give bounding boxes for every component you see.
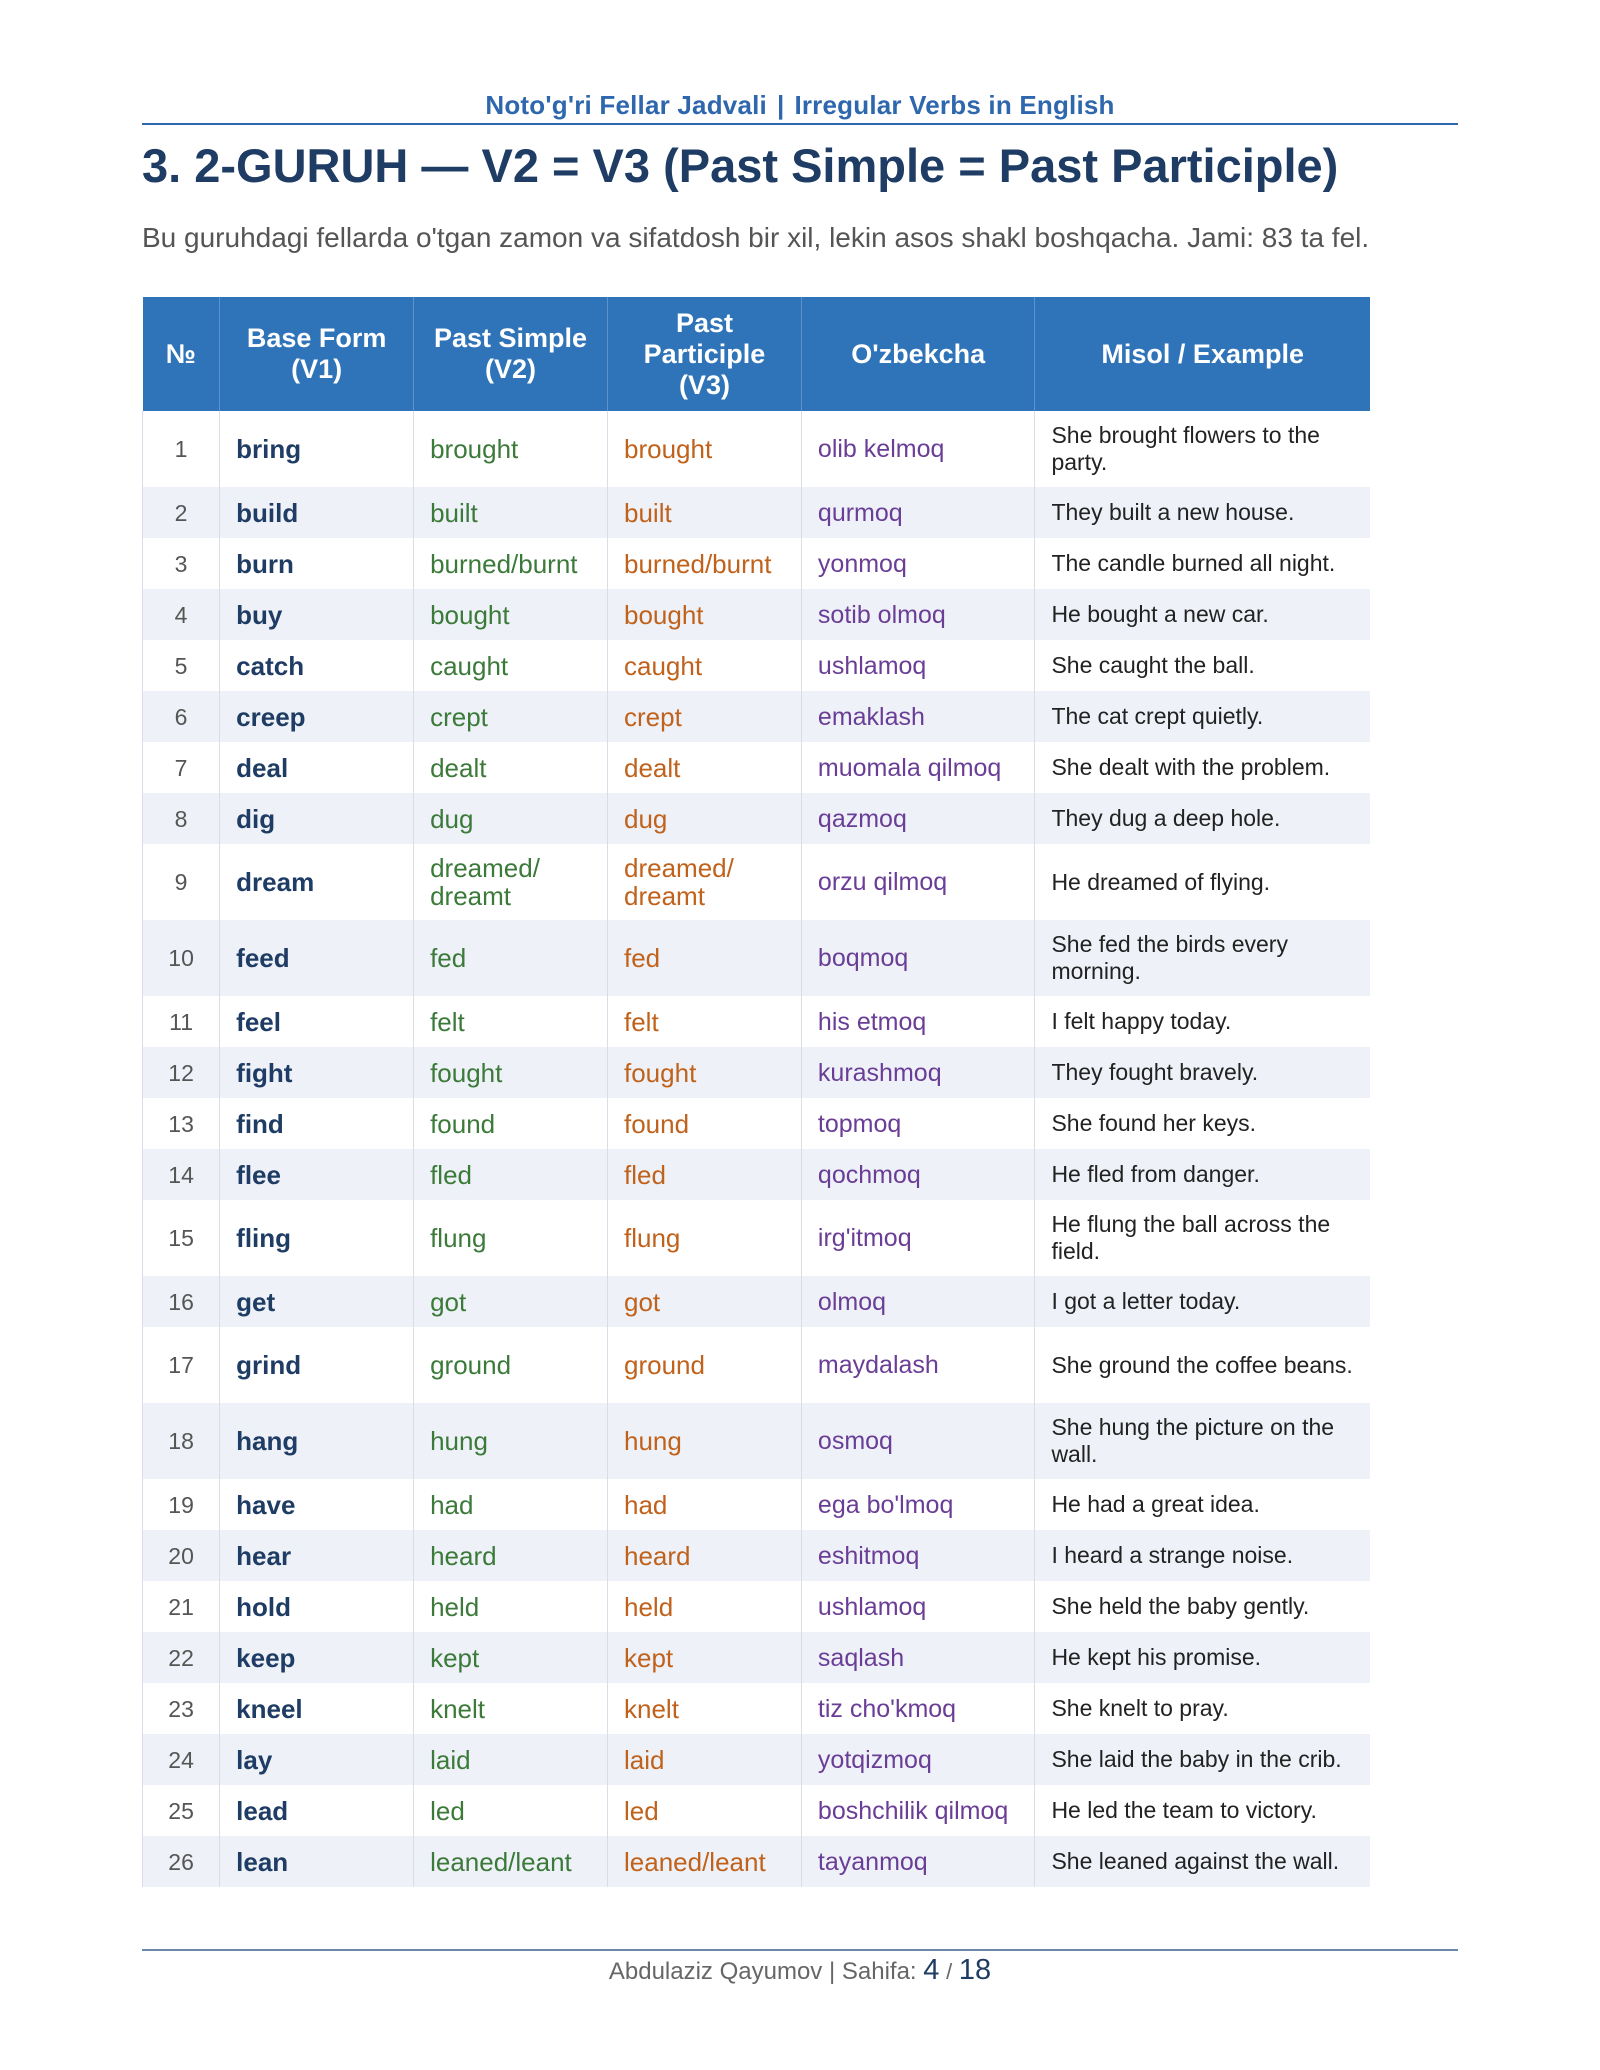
- verb-example-sentence: He led the team to victory.: [1035, 1785, 1370, 1836]
- verb-uzbek-translation: maydalash: [801, 1327, 1035, 1403]
- verb-uzbek-translation: qurmoq: [801, 487, 1035, 538]
- header-title-en: Irregular Verbs in English: [794, 90, 1115, 120]
- verb-past-simple: burned/burnt: [414, 538, 608, 589]
- verb-uzbek-translation: yonmoq: [801, 538, 1035, 589]
- verb-number: 22: [143, 1632, 220, 1683]
- verb-past-participle: got: [608, 1276, 802, 1327]
- verb-example-sentence: The candle burned all night.: [1035, 538, 1370, 589]
- verb-uzbek-translation: saqlash: [801, 1632, 1035, 1683]
- table-row: [143, 1734, 1371, 1785]
- irregular-verbs-table: [142, 297, 1370, 1887]
- column-header-base-form-code: (V1): [291, 354, 343, 384]
- verb-past-simple: bought: [414, 589, 608, 640]
- verb-past-participle: dreamed/ dreamt: [608, 844, 802, 920]
- verb-example-sentence: I felt happy today.: [1035, 996, 1370, 1047]
- table-row: [143, 1581, 1371, 1632]
- verb-uzbek-translation: boqmoq: [801, 920, 1035, 996]
- column-header-past-participle: [608, 297, 802, 411]
- verb-uzbek-translation: olmoq: [801, 1276, 1035, 1327]
- table-row: [143, 487, 1371, 538]
- verb-past-participle: built: [608, 487, 802, 538]
- verb-number: 9: [143, 844, 220, 920]
- verb-base-form: get: [220, 1276, 414, 1327]
- verb-past-simple: dealt: [414, 742, 608, 793]
- section-description: Bu guruhdagi fellarda o'tgan zamon va sifatdosh bir xil, lekin asos shakl boshqacha. Jami: 83 ta fel.: [142, 222, 1370, 253]
- verb-example-sentence: He bought a new car.: [1035, 589, 1370, 640]
- verb-example-sentence: He had a great idea.: [1035, 1479, 1370, 1530]
- verb-base-form: fight: [220, 1047, 414, 1098]
- verb-past-simple: heard: [414, 1530, 608, 1581]
- verb-past-simple: ground: [414, 1327, 608, 1403]
- verb-past-participle: dealt: [608, 742, 802, 793]
- column-header-past-participle-code: (V3): [678, 369, 730, 400]
- verb-past-participle: leaned/leant: [608, 1836, 802, 1887]
- verb-past-participle: heard: [608, 1530, 802, 1581]
- verb-past-participle: fought: [608, 1047, 802, 1098]
- verb-base-form: buy: [220, 589, 414, 640]
- page-header: [142, 90, 1458, 121]
- verb-example-sentence: He dreamed of flying.: [1035, 844, 1370, 920]
- verb-past-simple: hung: [414, 1403, 608, 1479]
- verb-past-participle: had: [608, 1479, 802, 1530]
- verb-example-sentence: She dealt with the problem.: [1035, 742, 1370, 793]
- verb-number: 12: [143, 1047, 220, 1098]
- verb-past-participle: flung: [608, 1200, 802, 1276]
- table-row: [143, 742, 1371, 793]
- verb-base-form: kneel: [220, 1683, 414, 1734]
- table-row: [143, 1047, 1371, 1098]
- verb-base-form: lead: [220, 1785, 414, 1836]
- verb-number: 19: [143, 1479, 220, 1530]
- table-row: [143, 1149, 1371, 1200]
- verb-number: 5: [143, 640, 220, 691]
- verb-base-form: feel: [220, 996, 414, 1047]
- verb-uzbek-translation: irg'itmoq: [801, 1200, 1035, 1276]
- table-row: [143, 1327, 1371, 1403]
- header-title-uz: Noto'g'ri Fellar Jadvali: [485, 90, 767, 120]
- verb-past-participle: ground: [608, 1327, 802, 1403]
- verb-base-form: dream: [220, 844, 414, 920]
- table-row: [143, 1479, 1371, 1530]
- verb-past-participle: led: [608, 1785, 802, 1836]
- verb-uzbek-translation: tayanmoq: [801, 1836, 1035, 1887]
- verb-base-form: creep: [220, 691, 414, 742]
- verb-uzbek-translation: ushlamoq: [801, 1581, 1035, 1632]
- table-row: [143, 1098, 1371, 1149]
- table-row: [143, 793, 1371, 844]
- verb-base-form: dig: [220, 793, 414, 844]
- verb-past-simple: dug: [414, 793, 608, 844]
- column-header-past-participle-label-2: Participle: [643, 338, 766, 369]
- verb-example-sentence: She found her keys.: [1035, 1098, 1370, 1149]
- verb-number: 4: [143, 589, 220, 640]
- column-header-base-form-label: Base Form: [246, 323, 387, 353]
- verb-example-sentence: She held the baby gently.: [1035, 1581, 1370, 1632]
- verb-uzbek-translation: eshitmoq: [801, 1530, 1035, 1581]
- table-row: [143, 1403, 1371, 1479]
- verb-example-sentence: They fought bravely.: [1035, 1047, 1370, 1098]
- verb-base-form: catch: [220, 640, 414, 691]
- table-row: [143, 1530, 1371, 1581]
- verb-past-participle: fled: [608, 1149, 802, 1200]
- footer-page-current: 4: [923, 1954, 940, 1986]
- column-header-example-label: Misol / Example: [1101, 338, 1304, 369]
- column-header-uzbek: [801, 297, 1035, 411]
- verb-uzbek-translation: orzu qilmoq: [801, 844, 1035, 920]
- table-row: [143, 1683, 1371, 1734]
- verb-uzbek-translation: emaklash: [801, 691, 1035, 742]
- column-header-number-label: №: [165, 338, 196, 369]
- verb-example-sentence: He flung the ball across the field.: [1035, 1200, 1370, 1276]
- verb-number: 2: [143, 487, 220, 538]
- verb-past-simple: got: [414, 1276, 608, 1327]
- verb-example-sentence: I heard a strange noise.: [1035, 1530, 1370, 1581]
- verb-base-form: hang: [220, 1403, 414, 1479]
- verb-example-sentence: She ground the coffee beans.: [1035, 1327, 1370, 1403]
- table-row: [143, 640, 1371, 691]
- header-separator: |: [776, 90, 785, 120]
- verb-past-participle: knelt: [608, 1683, 802, 1734]
- verb-past-participle: felt: [608, 996, 802, 1047]
- verb-uzbek-translation: qazmoq: [801, 793, 1035, 844]
- verb-past-simple: knelt: [414, 1683, 608, 1734]
- verb-uzbek-translation: ega bo'lmoq: [801, 1479, 1035, 1530]
- verb-past-simple: fled: [414, 1149, 608, 1200]
- verb-past-participle: burned/burnt: [608, 538, 802, 589]
- verb-example-sentence: She fed the birds every morning.: [1035, 920, 1370, 996]
- verb-example-sentence: He fled from danger.: [1035, 1149, 1370, 1200]
- verb-past-simple: kept: [414, 1632, 608, 1683]
- verb-base-form: lay: [220, 1734, 414, 1785]
- table-row: [143, 538, 1371, 589]
- verb-uzbek-translation: osmoq: [801, 1403, 1035, 1479]
- verb-past-participle: brought: [608, 411, 802, 487]
- verb-base-form: feed: [220, 920, 414, 996]
- verb-base-form: flee: [220, 1149, 414, 1200]
- verb-number: 26: [143, 1836, 220, 1887]
- verb-past-participle: bought: [608, 589, 802, 640]
- verb-past-participle: found: [608, 1098, 802, 1149]
- verb-past-simple: built: [414, 487, 608, 538]
- verb-base-form: hold: [220, 1581, 414, 1632]
- column-header-past-simple-code: (V2): [485, 354, 537, 384]
- verb-past-participle: caught: [608, 640, 802, 691]
- verb-uzbek-translation: muomala qilmoq: [801, 742, 1035, 793]
- verb-past-simple: had: [414, 1479, 608, 1530]
- verb-past-participle: kept: [608, 1632, 802, 1683]
- verb-number: 13: [143, 1098, 220, 1149]
- table-row: [143, 844, 1371, 920]
- verb-number: 14: [143, 1149, 220, 1200]
- verb-past-simple: leaned/leant: [414, 1836, 608, 1887]
- verb-example-sentence: I got a letter today.: [1035, 1276, 1370, 1327]
- verb-example-sentence: She caught the ball.: [1035, 640, 1370, 691]
- verb-number: 6: [143, 691, 220, 742]
- verb-uzbek-translation: boshchilik qilmoq: [801, 1785, 1035, 1836]
- verb-uzbek-translation: sotib olmoq: [801, 589, 1035, 640]
- verb-number: 24: [143, 1734, 220, 1785]
- footer-page-label: Sahifa:: [841, 1958, 917, 1985]
- verb-past-simple: led: [414, 1785, 608, 1836]
- verb-past-simple: fought: [414, 1047, 608, 1098]
- verb-number: 16: [143, 1276, 220, 1327]
- verb-past-participle: hung: [608, 1403, 802, 1479]
- verb-uzbek-translation: olib kelmoq: [801, 411, 1035, 487]
- verb-uzbek-translation: his etmoq: [801, 996, 1035, 1047]
- verb-uzbek-translation: tiz cho'kmoq: [801, 1683, 1035, 1734]
- verb-number: 23: [143, 1683, 220, 1734]
- verb-number: 11: [143, 996, 220, 1047]
- verb-past-simple: crept: [414, 691, 608, 742]
- verb-base-form: build: [220, 487, 414, 538]
- verb-uzbek-translation: topmoq: [801, 1098, 1035, 1149]
- verb-uzbek-translation: ushlamoq: [801, 640, 1035, 691]
- verb-example-sentence: He kept his promise.: [1035, 1632, 1370, 1683]
- page-footer: [142, 1954, 1458, 1987]
- table-header-row: [143, 297, 1371, 411]
- column-header-past-simple: [414, 297, 608, 411]
- column-header-uzbek-label: O'zbekcha: [851, 338, 986, 369]
- verb-base-form: deal: [220, 742, 414, 793]
- verb-example-sentence: They built a new house.: [1035, 487, 1370, 538]
- verb-number: 1: [143, 411, 220, 487]
- table-body: [143, 411, 1371, 1887]
- column-header-base-form: [220, 297, 414, 411]
- table-row: [143, 920, 1371, 996]
- verb-uzbek-translation: qochmoq: [801, 1149, 1035, 1200]
- verb-number: 17: [143, 1327, 220, 1403]
- section-title: 3. 2-GURUH — V2 = V3 (Past Simple = Past Participle): [142, 139, 1339, 192]
- table-row: [143, 1200, 1371, 1276]
- verb-base-form: fling: [220, 1200, 414, 1276]
- verb-past-participle: fed: [608, 920, 802, 996]
- column-header-past-participle-label-1: Past: [675, 307, 733, 338]
- verb-number: 10: [143, 920, 220, 996]
- verb-example-sentence: She knelt to pray.: [1035, 1683, 1370, 1734]
- verb-past-simple: found: [414, 1098, 608, 1149]
- table-row: [143, 1785, 1371, 1836]
- table-row: [143, 589, 1371, 640]
- verb-past-simple: caught: [414, 640, 608, 691]
- column-header-example: [1035, 297, 1370, 411]
- verb-number: 20: [143, 1530, 220, 1581]
- verb-number: 15: [143, 1200, 220, 1276]
- verb-past-simple: laid: [414, 1734, 608, 1785]
- verb-base-form: have: [220, 1479, 414, 1530]
- verb-base-form: burn: [220, 538, 414, 589]
- verb-past-simple: brought: [414, 411, 608, 487]
- verb-base-form: grind: [220, 1327, 414, 1403]
- verb-example-sentence: She hung the picture on the wall.: [1035, 1403, 1370, 1479]
- verb-uzbek-translation: yotqizmoq: [801, 1734, 1035, 1785]
- verb-past-participle: crept: [608, 691, 802, 742]
- verb-past-participle: dug: [608, 793, 802, 844]
- verb-example-sentence: She brought flowers to the party.: [1035, 411, 1370, 487]
- table-row: [143, 1276, 1371, 1327]
- verb-number: 8: [143, 793, 220, 844]
- verb-example-sentence: She laid the baby in the crib.: [1035, 1734, 1370, 1785]
- verb-number: 7: [143, 742, 220, 793]
- column-header-number: [143, 297, 220, 411]
- verb-example-sentence: The cat crept quietly.: [1035, 691, 1370, 742]
- column-header-past-simple-label: Past Simple: [434, 323, 588, 353]
- table-row: [143, 1836, 1371, 1887]
- header-divider: [142, 123, 1458, 125]
- verb-past-simple: held: [414, 1581, 608, 1632]
- table-row: [143, 1632, 1371, 1683]
- table-row: [143, 996, 1371, 1047]
- verb-base-form: bring: [220, 411, 414, 487]
- verb-example-sentence: She leaned against the wall.: [1035, 1836, 1370, 1887]
- table-row: [143, 411, 1371, 487]
- verb-number: 25: [143, 1785, 220, 1836]
- verb-past-simple: flung: [414, 1200, 608, 1276]
- verb-past-simple: fed: [414, 920, 608, 996]
- footer-divider: [142, 1949, 1458, 1951]
- verb-past-simple: felt: [414, 996, 608, 1047]
- verb-base-form: keep: [220, 1632, 414, 1683]
- table-row: [143, 691, 1371, 742]
- verb-past-participle: laid: [608, 1734, 802, 1785]
- verb-example-sentence: They dug a deep hole.: [1035, 793, 1370, 844]
- verb-base-form: lean: [220, 1836, 414, 1887]
- footer-author: Abdulaziz Qayumov |: [608, 1958, 836, 1985]
- verb-uzbek-translation: kurashmoq: [801, 1047, 1035, 1098]
- verb-past-participle: held: [608, 1581, 802, 1632]
- verb-base-form: hear: [220, 1530, 414, 1581]
- verb-number: 18: [143, 1403, 220, 1479]
- verb-number: 21: [143, 1581, 220, 1632]
- verb-base-form: find: [220, 1098, 414, 1149]
- footer-page-total: 18: [958, 1954, 992, 1986]
- verb-past-simple: dreamed/ dreamt: [414, 844, 608, 920]
- verb-number: 3: [143, 538, 220, 589]
- footer-page-separator: /: [946, 1959, 953, 1984]
